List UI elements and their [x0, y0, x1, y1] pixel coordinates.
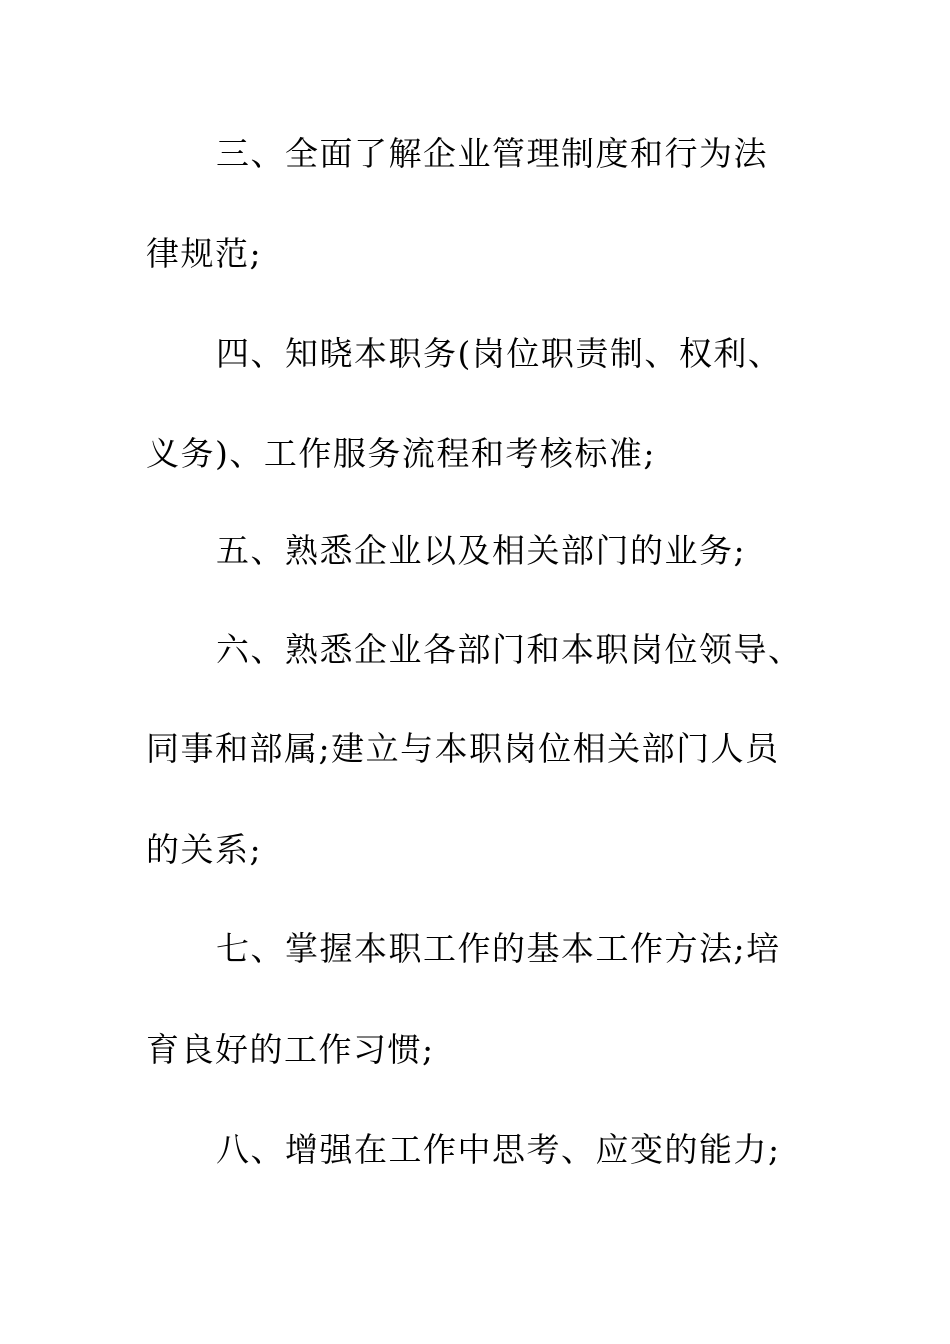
paragraph-6-line-1: 六、熟悉企业各部门和本职岗位领导、: [216, 630, 803, 669]
paragraph-8-line-1: 八、增强在工作中思考、应变的能力;: [216, 1130, 781, 1169]
paragraph-3-line-1: 三、全面了解企业管理制度和行为法: [216, 134, 768, 173]
paragraph-6-line-2: 同事和部属;建立与本职岗位相关部门人员: [146, 729, 780, 768]
paragraph-3-line-2: 律规范;: [146, 234, 263, 273]
paragraph-4-line-2: 义务)、工作服务流程和考核标准;: [146, 434, 656, 473]
paragraph-7-line-2: 育良好的工作习惯;: [146, 1030, 435, 1069]
paragraph-4-line-1: 四、知晓本职务(岗位职责制、权利、: [216, 334, 783, 373]
paragraph-7-line-1: 七、掌握本职工作的基本工作方法;培: [216, 929, 781, 968]
paragraph-6-line-3: 的关系;: [146, 830, 263, 869]
paragraph-5-line-1: 五、熟悉企业以及相关部门的业务;: [216, 531, 747, 570]
